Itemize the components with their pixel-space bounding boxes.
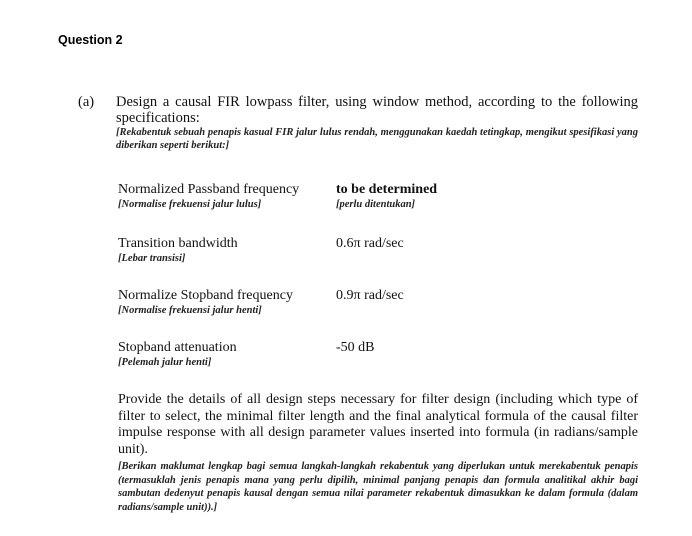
spec-passband (118, 182, 438, 211)
spec-value-malay: [perlu ditentukan] (336, 199, 416, 210)
part-a-instruction-malay: [Rekabentuk sebuah penapis kasual FIR jalur lulus rendah, menggunakan kaedah tetingkap, mengikut spesifikasi yang diberikan seperti berikut:] (116, 127, 638, 151)
part-a-instruction: Design a causal FIR lowpass filter, using window method, according to the following specifications: (116, 94, 638, 126)
spec-value (336, 236, 404, 252)
provide-text: Provide the details of all design steps necessary for filter design (including which type of filter to select, the minimal filter length and the final analytical formula of the causal filter impulse response with all design parameter values inserted into formula (in radians/sample unit). (118, 392, 638, 457)
provide-block (118, 392, 638, 514)
spec-value-text: -50 dB (336, 340, 375, 355)
spec-value-text: 0.9π rad/sec (336, 288, 404, 303)
spec-value (336, 340, 375, 356)
spec-name: Normalized Passband frequency (118, 182, 300, 197)
spec-value-text: 0.6π rad/sec (336, 236, 404, 251)
spec-stopband-frequency (118, 288, 404, 317)
spec-name-malay: [Pelemah jalur henti] (118, 357, 212, 368)
part-a-block (78, 94, 638, 152)
part-label: (a) (78, 94, 95, 110)
spec-value (336, 288, 404, 304)
spec-name-malay: [Normalise frekuensi jalur lulus] (118, 199, 262, 210)
provide-text-malay: [Berikan maklumat lengkap bagi semua langkah-langkah rekabentuk yang diperlukan untuk merekabentuk penapis (termasuklah jenis penapis mana yang perlu dipilih, minimal panjang penapis dan formula analitikal akhir bagi sambutan dedenyut penapis kausal dengan semua nilai parameter rekabentuk dimasukkan ke dalam formula (dalam radians/sample unit)).] (118, 461, 638, 513)
spec-name: Transition bandwidth (118, 236, 238, 251)
question-heading: Question 2 (58, 33, 123, 47)
spec-name: Stopband attenuation (118, 340, 237, 355)
spec-transition-bandwidth (118, 236, 404, 265)
spec-name: Normalize Stopband frequency (118, 288, 293, 303)
spec-value-text: to be determined (336, 182, 438, 197)
spec-stopband-attenuation (118, 340, 375, 369)
spec-name-malay: [Lebar transisi] (118, 253, 186, 264)
spec-name-malay: [Normalise frekuensi jalur henti] (118, 305, 262, 316)
spec-value (336, 182, 437, 211)
